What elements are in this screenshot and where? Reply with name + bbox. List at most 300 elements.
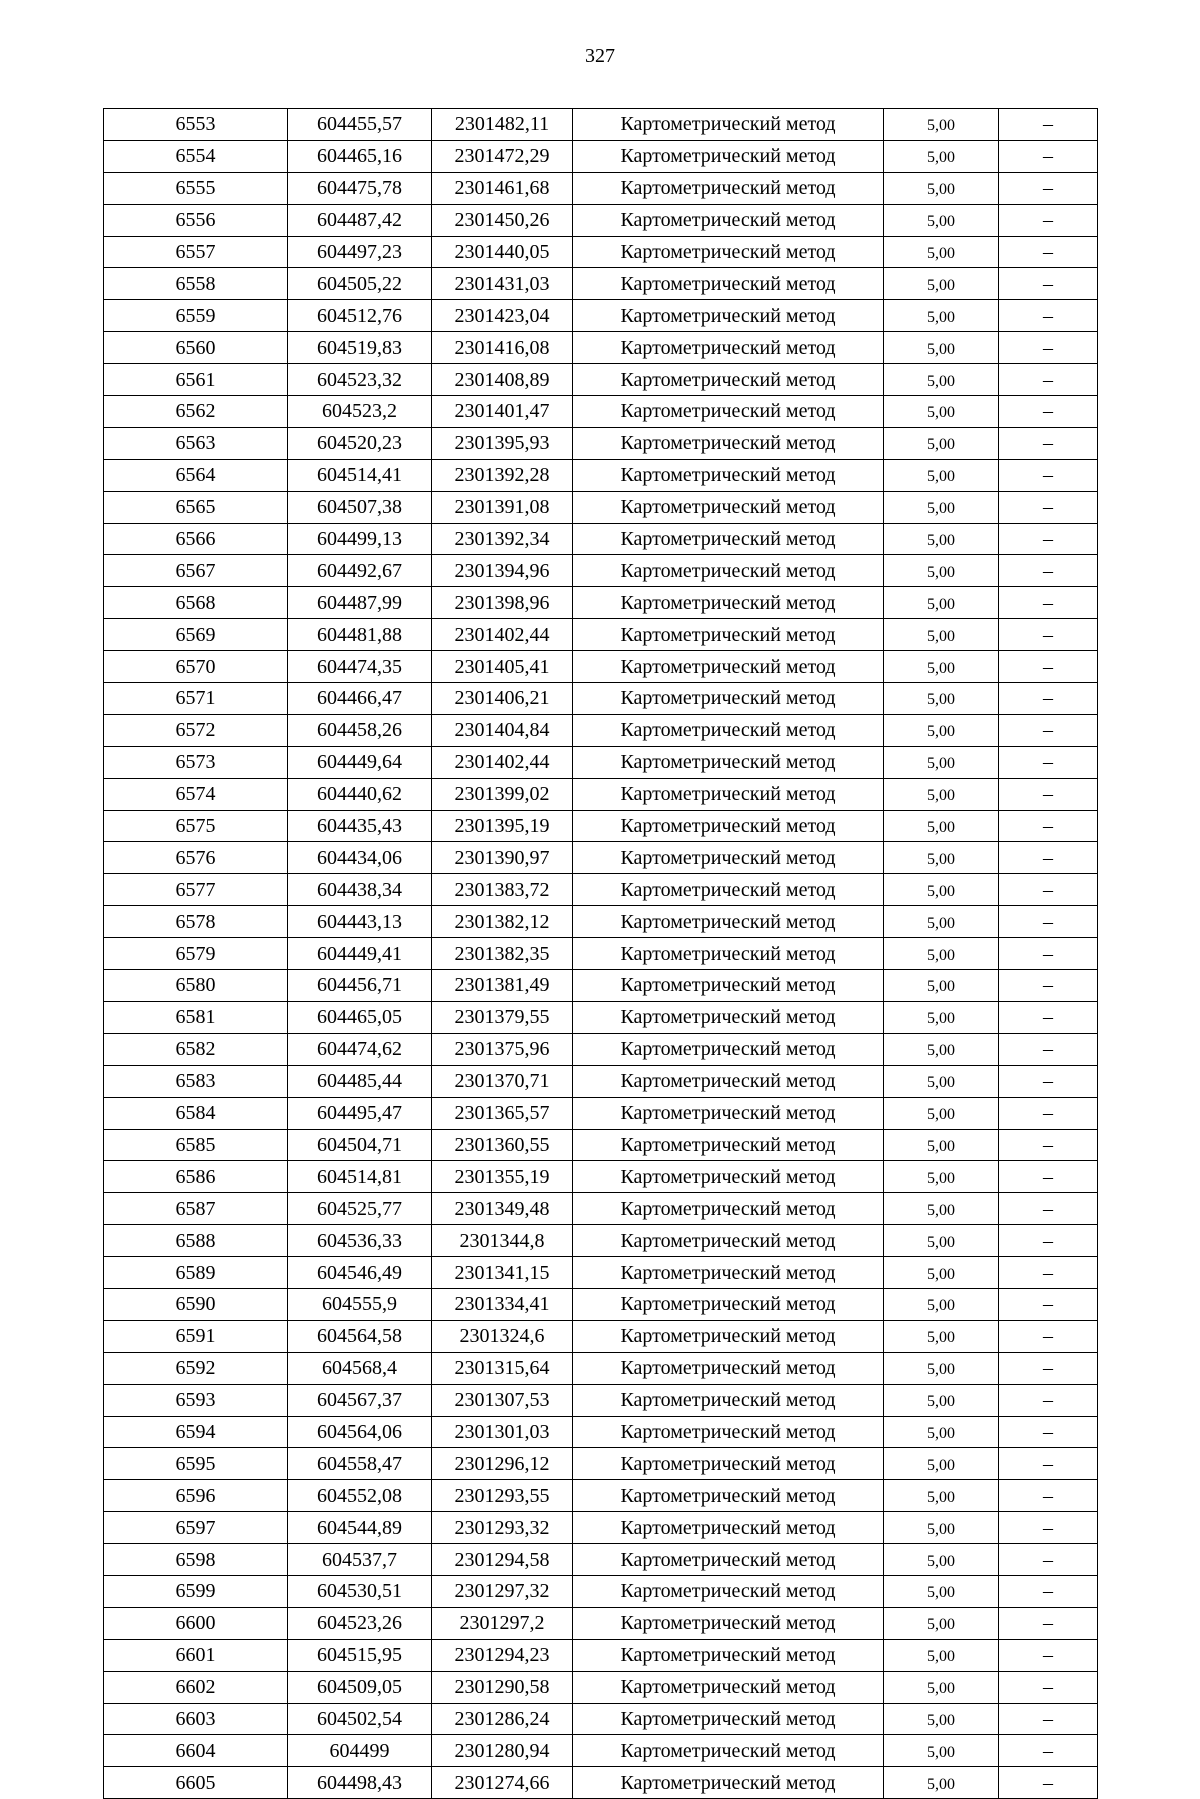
x-coordinate-cell: 604512,76 xyxy=(288,300,432,332)
note-cell: – xyxy=(999,523,1098,555)
y-coordinate-cell: 2301392,34 xyxy=(432,523,573,555)
method-cell: Картометрический метод xyxy=(573,683,884,715)
error-cell: 5,00 xyxy=(884,1225,999,1257)
note-cell: – xyxy=(999,427,1098,459)
error-cell: 5,00 xyxy=(884,746,999,778)
point-number-cell: 6576 xyxy=(104,842,288,874)
method-cell: Картометрический метод xyxy=(573,746,884,778)
table-row xyxy=(104,810,1098,842)
error-cell: 5,00 xyxy=(884,1575,999,1607)
point-number-cell: 6561 xyxy=(104,364,288,396)
table-row xyxy=(104,1352,1098,1384)
error-cell: 5,00 xyxy=(884,236,999,268)
x-coordinate-cell: 604537,7 xyxy=(288,1544,432,1576)
x-coordinate-cell: 604520,23 xyxy=(288,427,432,459)
x-coordinate-cell: 604487,42 xyxy=(288,204,432,236)
y-coordinate-cell: 2301293,32 xyxy=(432,1512,573,1544)
method-cell: Картометрический метод xyxy=(573,1607,884,1639)
y-coordinate-cell: 2301382,35 xyxy=(432,938,573,970)
y-coordinate-cell: 2301395,93 xyxy=(432,427,573,459)
x-coordinate-cell: 604558,47 xyxy=(288,1448,432,1480)
point-number-cell: 6585 xyxy=(104,1129,288,1161)
point-number-cell: 6580 xyxy=(104,970,288,1002)
point-number-cell: 6600 xyxy=(104,1607,288,1639)
note-cell: – xyxy=(999,396,1098,428)
point-number-cell: 6604 xyxy=(104,1735,288,1767)
method-cell: Картометрический метод xyxy=(573,427,884,459)
point-number-cell: 6572 xyxy=(104,714,288,746)
y-coordinate-cell: 2301334,41 xyxy=(432,1288,573,1320)
error-cell: 5,00 xyxy=(884,1129,999,1161)
error-cell: 5,00 xyxy=(884,109,999,141)
point-number-cell: 6571 xyxy=(104,683,288,715)
table-row xyxy=(104,1033,1098,1065)
error-cell: 5,00 xyxy=(884,1480,999,1512)
note-cell: – xyxy=(999,1607,1098,1639)
y-coordinate-cell: 2301408,89 xyxy=(432,364,573,396)
point-number-cell: 6598 xyxy=(104,1544,288,1576)
point-number-cell: 6603 xyxy=(104,1703,288,1735)
x-coordinate-cell: 604435,43 xyxy=(288,810,432,842)
x-coordinate-cell: 604555,9 xyxy=(288,1288,432,1320)
table-row xyxy=(104,1129,1098,1161)
y-coordinate-cell: 2301390,97 xyxy=(432,842,573,874)
error-cell: 5,00 xyxy=(884,970,999,1002)
note-cell: – xyxy=(999,810,1098,842)
error-cell: 5,00 xyxy=(884,1097,999,1129)
method-cell: Картометрический метод xyxy=(573,970,884,1002)
y-coordinate-cell: 2301431,03 xyxy=(432,268,573,300)
point-number-cell: 6559 xyxy=(104,300,288,332)
point-number-cell: 6569 xyxy=(104,619,288,651)
note-cell: – xyxy=(999,714,1098,746)
note-cell: – xyxy=(999,1416,1098,1448)
x-coordinate-cell: 604443,13 xyxy=(288,906,432,938)
error-cell: 5,00 xyxy=(884,1767,999,1799)
table-row xyxy=(104,1193,1098,1225)
error-cell: 5,00 xyxy=(884,427,999,459)
table-row xyxy=(104,1065,1098,1097)
method-cell: Картометрический метод xyxy=(573,1225,884,1257)
table-row xyxy=(104,842,1098,874)
x-coordinate-cell: 604564,58 xyxy=(288,1320,432,1352)
method-cell: Картометрический метод xyxy=(573,172,884,204)
method-cell: Картометрический метод xyxy=(573,1161,884,1193)
method-cell: Картометрический метод xyxy=(573,1065,884,1097)
table-row xyxy=(104,1607,1098,1639)
y-coordinate-cell: 2301405,41 xyxy=(432,651,573,683)
note-cell: – xyxy=(999,1384,1098,1416)
table-row xyxy=(104,587,1098,619)
method-cell: Картометрический метод xyxy=(573,204,884,236)
x-coordinate-cell: 604465,05 xyxy=(288,1001,432,1033)
x-coordinate-cell: 604567,37 xyxy=(288,1384,432,1416)
point-number-cell: 6567 xyxy=(104,555,288,587)
point-number-cell: 6553 xyxy=(104,109,288,141)
note-cell: – xyxy=(999,332,1098,364)
table-row xyxy=(104,1257,1098,1289)
x-coordinate-cell: 604497,23 xyxy=(288,236,432,268)
method-cell: Картометрический метод xyxy=(573,1544,884,1576)
point-number-cell: 6570 xyxy=(104,651,288,683)
x-coordinate-cell: 604525,77 xyxy=(288,1193,432,1225)
error-cell: 5,00 xyxy=(884,1288,999,1320)
y-coordinate-cell: 2301401,47 xyxy=(432,396,573,428)
error-cell: 5,00 xyxy=(884,268,999,300)
method-cell: Картометрический метод xyxy=(573,778,884,810)
y-coordinate-cell: 2301392,28 xyxy=(432,459,573,491)
method-cell: Картометрический метод xyxy=(573,1097,884,1129)
error-cell: 5,00 xyxy=(884,140,999,172)
method-cell: Картометрический метод xyxy=(573,1767,884,1799)
method-cell: Картометрический метод xyxy=(573,714,884,746)
x-coordinate-cell: 604523,32 xyxy=(288,364,432,396)
table-row xyxy=(104,332,1098,364)
y-coordinate-cell: 2301440,05 xyxy=(432,236,573,268)
point-number-cell: 6587 xyxy=(104,1193,288,1225)
x-coordinate-cell: 604536,33 xyxy=(288,1225,432,1257)
y-coordinate-cell: 2301341,15 xyxy=(432,1257,573,1289)
note-cell: – xyxy=(999,555,1098,587)
y-coordinate-cell: 2301294,58 xyxy=(432,1544,573,1576)
point-number-cell: 6575 xyxy=(104,810,288,842)
error-cell: 5,00 xyxy=(884,1384,999,1416)
point-number-cell: 6591 xyxy=(104,1320,288,1352)
table-row xyxy=(104,1575,1098,1607)
table-row xyxy=(104,1448,1098,1480)
error-cell: 5,00 xyxy=(884,1735,999,1767)
note-cell: – xyxy=(999,236,1098,268)
note-cell: – xyxy=(999,1129,1098,1161)
note-cell: – xyxy=(999,587,1098,619)
coordinates-table xyxy=(103,108,1098,1799)
x-coordinate-cell: 604458,26 xyxy=(288,714,432,746)
y-coordinate-cell: 2301402,44 xyxy=(432,619,573,651)
point-number-cell: 6577 xyxy=(104,874,288,906)
note-cell: – xyxy=(999,109,1098,141)
x-coordinate-cell: 604564,06 xyxy=(288,1416,432,1448)
point-number-cell: 6555 xyxy=(104,172,288,204)
y-coordinate-cell: 2301472,29 xyxy=(432,140,573,172)
y-coordinate-cell: 2301404,84 xyxy=(432,714,573,746)
x-coordinate-cell: 604509,05 xyxy=(288,1671,432,1703)
x-coordinate-cell: 604434,06 xyxy=(288,842,432,874)
table-row xyxy=(104,396,1098,428)
method-cell: Картометрический метод xyxy=(573,1639,884,1671)
x-coordinate-cell: 604502,54 xyxy=(288,1703,432,1735)
point-number-cell: 6573 xyxy=(104,746,288,778)
table-row xyxy=(104,427,1098,459)
y-coordinate-cell: 2301370,71 xyxy=(432,1065,573,1097)
error-cell: 5,00 xyxy=(884,778,999,810)
coordinates-table-body xyxy=(104,109,1098,1799)
error-cell: 5,00 xyxy=(884,651,999,683)
table-row xyxy=(104,459,1098,491)
point-number-cell: 6578 xyxy=(104,906,288,938)
x-coordinate-cell: 604530,51 xyxy=(288,1575,432,1607)
table-row xyxy=(104,1544,1098,1576)
error-cell: 5,00 xyxy=(884,714,999,746)
note-cell: – xyxy=(999,204,1098,236)
method-cell: Картометрический метод xyxy=(573,332,884,364)
point-number-cell: 6584 xyxy=(104,1097,288,1129)
x-coordinate-cell: 604544,89 xyxy=(288,1512,432,1544)
note-cell: – xyxy=(999,1448,1098,1480)
error-cell: 5,00 xyxy=(884,1193,999,1225)
method-cell: Картометрический метод xyxy=(573,236,884,268)
table-row xyxy=(104,938,1098,970)
table-row xyxy=(104,619,1098,651)
table-row xyxy=(104,1735,1098,1767)
method-cell: Картометрический метод xyxy=(573,109,884,141)
note-cell: – xyxy=(999,938,1098,970)
note-cell: – xyxy=(999,1512,1098,1544)
note-cell: – xyxy=(999,140,1098,172)
error-cell: 5,00 xyxy=(884,842,999,874)
method-cell: Картометрический метод xyxy=(573,300,884,332)
point-number-cell: 6556 xyxy=(104,204,288,236)
x-coordinate-cell: 604546,49 xyxy=(288,1257,432,1289)
point-number-cell: 6595 xyxy=(104,1448,288,1480)
table-row xyxy=(104,970,1098,1002)
method-cell: Картометрический метод xyxy=(573,842,884,874)
point-number-cell: 6592 xyxy=(104,1352,288,1384)
point-number-cell: 6582 xyxy=(104,1033,288,1065)
point-number-cell: 6554 xyxy=(104,140,288,172)
table-row xyxy=(104,1639,1098,1671)
note-cell: – xyxy=(999,1193,1098,1225)
table-row xyxy=(104,874,1098,906)
method-cell: Картометрический метод xyxy=(573,1480,884,1512)
x-coordinate-cell: 604449,41 xyxy=(288,938,432,970)
y-coordinate-cell: 2301294,23 xyxy=(432,1639,573,1671)
note-cell: – xyxy=(999,778,1098,810)
table-row xyxy=(104,268,1098,300)
x-coordinate-cell: 604438,34 xyxy=(288,874,432,906)
method-cell: Картометрический метод xyxy=(573,523,884,555)
point-number-cell: 6593 xyxy=(104,1384,288,1416)
table-row xyxy=(104,555,1098,587)
y-coordinate-cell: 2301360,55 xyxy=(432,1129,573,1161)
method-cell: Картометрический метод xyxy=(573,619,884,651)
table-row xyxy=(104,1767,1098,1799)
note-cell: – xyxy=(999,874,1098,906)
x-coordinate-cell: 604514,41 xyxy=(288,459,432,491)
method-cell: Картометрический метод xyxy=(573,1448,884,1480)
note-cell: – xyxy=(999,1352,1098,1384)
point-number-cell: 6596 xyxy=(104,1480,288,1512)
method-cell: Картометрический метод xyxy=(573,1033,884,1065)
y-coordinate-cell: 2301344,8 xyxy=(432,1225,573,1257)
y-coordinate-cell: 2301395,19 xyxy=(432,810,573,842)
error-cell: 5,00 xyxy=(884,1703,999,1735)
method-cell: Картометрический метод xyxy=(573,651,884,683)
note-cell: – xyxy=(999,1544,1098,1576)
error-cell: 5,00 xyxy=(884,1512,999,1544)
method-cell: Картометрический метод xyxy=(573,491,884,523)
point-number-cell: 6597 xyxy=(104,1512,288,1544)
note-cell: – xyxy=(999,1320,1098,1352)
x-coordinate-cell: 604474,35 xyxy=(288,651,432,683)
method-cell: Картометрический метод xyxy=(573,268,884,300)
note-cell: – xyxy=(999,651,1098,683)
error-cell: 5,00 xyxy=(884,1320,999,1352)
point-number-cell: 6586 xyxy=(104,1161,288,1193)
point-number-cell: 6558 xyxy=(104,268,288,300)
error-cell: 5,00 xyxy=(884,364,999,396)
point-number-cell: 6562 xyxy=(104,396,288,428)
point-number-cell: 6557 xyxy=(104,236,288,268)
note-cell: – xyxy=(999,1480,1098,1512)
page-number: 327 xyxy=(585,45,615,67)
x-coordinate-cell: 604505,22 xyxy=(288,268,432,300)
note-cell: – xyxy=(999,491,1098,523)
y-coordinate-cell: 2301379,55 xyxy=(432,1001,573,1033)
x-coordinate-cell: 604523,2 xyxy=(288,396,432,428)
point-number-cell: 6568 xyxy=(104,587,288,619)
y-coordinate-cell: 2301355,19 xyxy=(432,1161,573,1193)
x-coordinate-cell: 604499 xyxy=(288,1735,432,1767)
x-coordinate-cell: 604465,16 xyxy=(288,140,432,172)
y-coordinate-cell: 2301297,2 xyxy=(432,1607,573,1639)
method-cell: Картометрический метод xyxy=(573,874,884,906)
y-coordinate-cell: 2301416,08 xyxy=(432,332,573,364)
x-coordinate-cell: 604523,26 xyxy=(288,1607,432,1639)
point-number-cell: 6588 xyxy=(104,1225,288,1257)
x-coordinate-cell: 604466,47 xyxy=(288,683,432,715)
table-row xyxy=(104,1480,1098,1512)
table-row xyxy=(104,651,1098,683)
x-coordinate-cell: 604495,47 xyxy=(288,1097,432,1129)
y-coordinate-cell: 2301398,96 xyxy=(432,587,573,619)
note-cell: – xyxy=(999,268,1098,300)
note-cell: – xyxy=(999,1703,1098,1735)
error-cell: 5,00 xyxy=(884,683,999,715)
note-cell: – xyxy=(999,970,1098,1002)
error-cell: 5,00 xyxy=(884,1639,999,1671)
y-coordinate-cell: 2301286,24 xyxy=(432,1703,573,1735)
method-cell: Картометрический метод xyxy=(573,1001,884,1033)
error-cell: 5,00 xyxy=(884,332,999,364)
error-cell: 5,00 xyxy=(884,1416,999,1448)
method-cell: Картометрический метод xyxy=(573,1416,884,1448)
x-coordinate-cell: 604481,88 xyxy=(288,619,432,651)
table-row xyxy=(104,1384,1098,1416)
x-coordinate-cell: 604519,83 xyxy=(288,332,432,364)
y-coordinate-cell: 2301402,44 xyxy=(432,746,573,778)
error-cell: 5,00 xyxy=(884,1257,999,1289)
note-cell: – xyxy=(999,1735,1098,1767)
y-coordinate-cell: 2301349,48 xyxy=(432,1193,573,1225)
point-number-cell: 6565 xyxy=(104,491,288,523)
y-coordinate-cell: 2301383,72 xyxy=(432,874,573,906)
x-coordinate-cell: 604487,99 xyxy=(288,587,432,619)
error-cell: 5,00 xyxy=(884,619,999,651)
x-coordinate-cell: 604507,38 xyxy=(288,491,432,523)
y-coordinate-cell: 2301406,21 xyxy=(432,683,573,715)
y-coordinate-cell: 2301301,03 xyxy=(432,1416,573,1448)
y-coordinate-cell: 2301324,6 xyxy=(432,1320,573,1352)
x-coordinate-cell: 604492,67 xyxy=(288,555,432,587)
y-coordinate-cell: 2301293,55 xyxy=(432,1480,573,1512)
note-cell: – xyxy=(999,1671,1098,1703)
y-coordinate-cell: 2301394,96 xyxy=(432,555,573,587)
error-cell: 5,00 xyxy=(884,523,999,555)
method-cell: Картометрический метод xyxy=(573,1288,884,1320)
note-cell: – xyxy=(999,746,1098,778)
method-cell: Картометрический метод xyxy=(573,1384,884,1416)
note-cell: – xyxy=(999,1767,1098,1799)
y-coordinate-cell: 2301280,94 xyxy=(432,1735,573,1767)
method-cell: Картометрический метод xyxy=(573,140,884,172)
table-row xyxy=(104,1671,1098,1703)
point-number-cell: 6602 xyxy=(104,1671,288,1703)
error-cell: 5,00 xyxy=(884,1161,999,1193)
x-coordinate-cell: 604449,64 xyxy=(288,746,432,778)
table-row xyxy=(104,523,1098,555)
point-number-cell: 6563 xyxy=(104,427,288,459)
error-cell: 5,00 xyxy=(884,1033,999,1065)
method-cell: Картометрический метод xyxy=(573,810,884,842)
x-coordinate-cell: 604485,44 xyxy=(288,1065,432,1097)
note-cell: – xyxy=(999,1639,1098,1671)
y-coordinate-cell: 2301450,26 xyxy=(432,204,573,236)
table-row xyxy=(104,1001,1098,1033)
note-cell: – xyxy=(999,842,1098,874)
point-number-cell: 6564 xyxy=(104,459,288,491)
y-coordinate-cell: 2301399,02 xyxy=(432,778,573,810)
error-cell: 5,00 xyxy=(884,172,999,204)
point-number-cell: 6566 xyxy=(104,523,288,555)
note-cell: – xyxy=(999,172,1098,204)
note-cell: – xyxy=(999,1225,1098,1257)
point-number-cell: 6574 xyxy=(104,778,288,810)
x-coordinate-cell: 604552,08 xyxy=(288,1480,432,1512)
method-cell: Картометрический метод xyxy=(573,1320,884,1352)
note-cell: – xyxy=(999,300,1098,332)
method-cell: Картометрический метод xyxy=(573,459,884,491)
note-cell: – xyxy=(999,906,1098,938)
method-cell: Картометрический метод xyxy=(573,1671,884,1703)
y-coordinate-cell: 2301482,11 xyxy=(432,109,573,141)
x-coordinate-cell: 604440,62 xyxy=(288,778,432,810)
x-coordinate-cell: 604499,13 xyxy=(288,523,432,555)
y-coordinate-cell: 2301296,12 xyxy=(432,1448,573,1480)
note-cell: – xyxy=(999,1257,1098,1289)
error-cell: 5,00 xyxy=(884,906,999,938)
error-cell: 5,00 xyxy=(884,874,999,906)
error-cell: 5,00 xyxy=(884,810,999,842)
x-coordinate-cell: 604475,78 xyxy=(288,172,432,204)
method-cell: Картометрический метод xyxy=(573,1352,884,1384)
method-cell: Картометрический метод xyxy=(573,555,884,587)
point-number-cell: 6579 xyxy=(104,938,288,970)
error-cell: 5,00 xyxy=(884,1607,999,1639)
point-number-cell: 6601 xyxy=(104,1639,288,1671)
point-number-cell: 6594 xyxy=(104,1416,288,1448)
table-row xyxy=(104,1097,1098,1129)
table-row xyxy=(104,1320,1098,1352)
table-row xyxy=(104,140,1098,172)
error-cell: 5,00 xyxy=(884,1544,999,1576)
table-row xyxy=(104,172,1098,204)
y-coordinate-cell: 2301423,04 xyxy=(432,300,573,332)
error-cell: 5,00 xyxy=(884,1065,999,1097)
table-row xyxy=(104,236,1098,268)
method-cell: Картометрический метод xyxy=(573,1703,884,1735)
table-row xyxy=(104,1416,1098,1448)
error-cell: 5,00 xyxy=(884,587,999,619)
